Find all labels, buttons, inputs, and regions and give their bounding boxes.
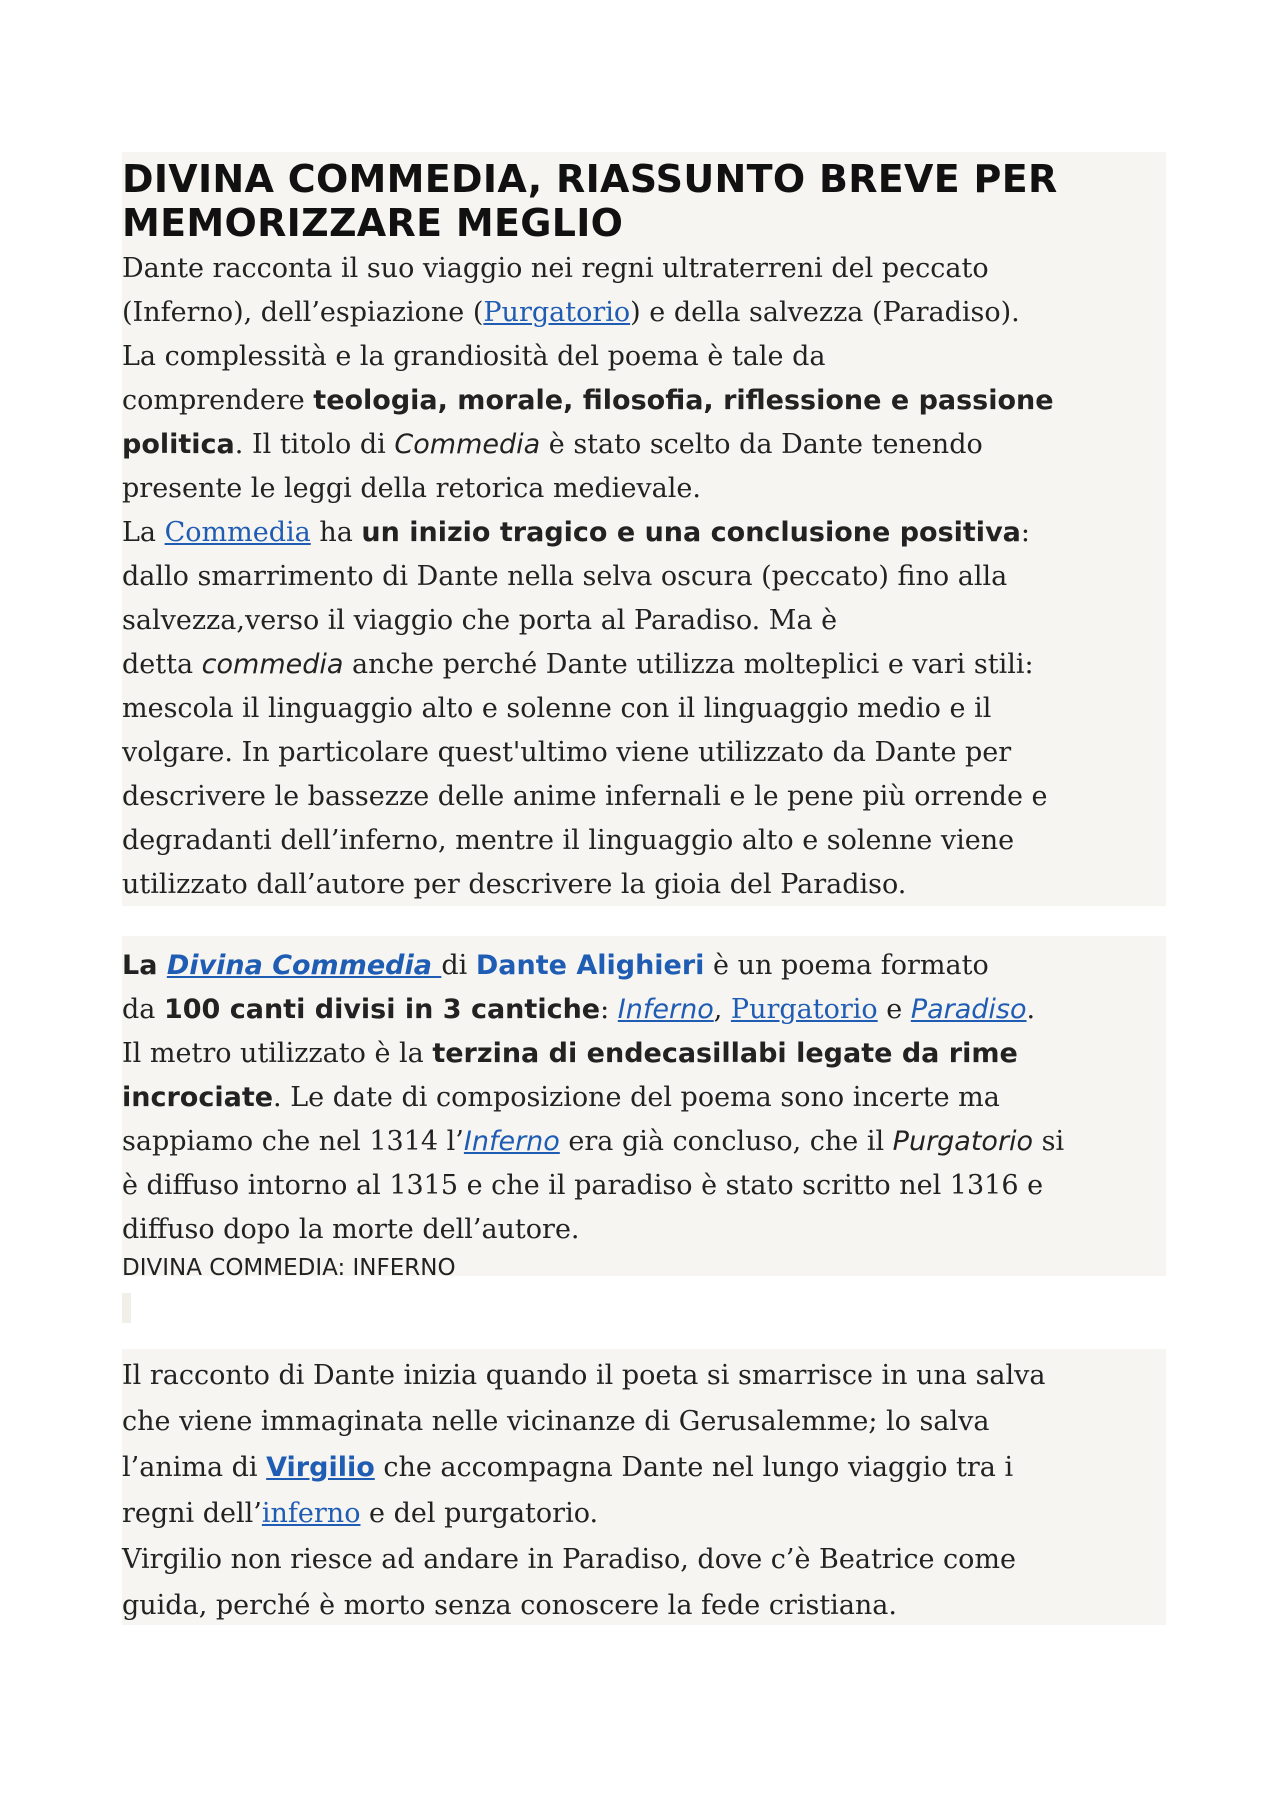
author-name: Dante Alighieri (475, 950, 705, 981)
intro-text: utilizzato dall’autore per descrivere la gioia del Paradiso. (122, 869, 907, 900)
overview-text: e (877, 994, 911, 1025)
overview-text: è un poema formato (704, 950, 989, 981)
overview-text: era già concluso, che il (559, 1126, 893, 1157)
intro-line (122, 511, 1166, 555)
inferno-link[interactable]: Inferno (463, 1126, 560, 1157)
intro-line (122, 863, 1166, 907)
purgatorio-link[interactable]: Purgatorio (730, 994, 878, 1025)
commedia-link[interactable]: Commedia (164, 517, 311, 548)
intro-line (122, 775, 1166, 819)
overview-text: da (122, 994, 164, 1025)
intro-text: : (1020, 517, 1030, 548)
intro-bold-text: politica (122, 429, 235, 460)
overview-bold-text: 100 canti divisi in 3 cantiche (163, 994, 601, 1025)
intro-text: comprendere (122, 385, 314, 416)
intro-line (122, 379, 1166, 423)
intro-text: volgare. In particolare quest'ultimo viene utilizzato da Dante per (122, 737, 1012, 768)
overview-line (122, 944, 1166, 988)
story-text: Virgilio non riesce ad andare in Paradiso, dove c’è Beatrice come (122, 1544, 1016, 1575)
intro-section (122, 152, 1166, 906)
intro-text: anche perché Dante utilizza molteplici e vari stili: (343, 649, 1034, 680)
story-text: guida, perché è morto senza conoscere la fede cristiana. (122, 1590, 897, 1621)
overview-text: , (713, 994, 731, 1025)
intro-text: degradanti dell’inferno, mentre il linguaggio alto e solenne viene (122, 825, 1015, 856)
intro-text: dallo smarrimento di Dante nella selva oscura (peccato) fino alla (122, 561, 1008, 592)
intro-paragraph (122, 247, 1166, 907)
overview-text: di (441, 950, 476, 981)
intro-line (122, 247, 1166, 291)
overview-line (122, 1208, 1166, 1252)
story-text: Il racconto di Dante inizia quando il poeta si smarrisce in una salva (122, 1360, 1046, 1391)
story-text: regni dell’ (122, 1498, 262, 1529)
intro-line (122, 819, 1166, 863)
story-text: che viene immaginata nelle vicinanze di Gerusalemme; lo salva (122, 1406, 990, 1437)
page-title (122, 157, 1166, 245)
intro-bold-text: teologia, morale, filosofia, riflessione e passione (313, 385, 1054, 416)
intro-text: è stato scelto da Dante tenendo (540, 429, 983, 460)
story-section (122, 1349, 1166, 1625)
inferno-link[interactable]: inferno (261, 1498, 361, 1529)
inferno-link[interactable]: Inferno (617, 994, 714, 1025)
empty-placeholder (122, 1293, 131, 1323)
intro-text: (Inferno), dell’espiazione ( (122, 297, 484, 328)
intro-text: salvezza,verso il viaggio che porta al Paradiso. Ma è (122, 605, 838, 636)
intro-line (122, 291, 1166, 335)
overview-text: . (1026, 994, 1036, 1025)
intro-text: detta (122, 649, 202, 680)
purgatorio-link[interactable]: Purgatorio (483, 297, 631, 328)
overview-text: Il metro utilizzato è la (122, 1038, 433, 1069)
page-title-line-1: DIVINA COMMEDIA, RIASSUNTO BREVE PER (122, 157, 1058, 201)
intro-line (122, 335, 1166, 379)
overview-line (122, 1120, 1166, 1164)
overview-text: si (1033, 1126, 1065, 1157)
intro-line (122, 731, 1166, 775)
intro-text: presente le leggi della retorica medievale. (122, 473, 701, 504)
story-text: e del purgatorio. (360, 1498, 599, 1529)
inferno-heading: DIVINA COMMEDIA: INFERNO (122, 1255, 456, 1281)
story-line (122, 1491, 1166, 1537)
intro-italic-text: Commedia (394, 429, 541, 460)
overview-section (122, 936, 1166, 1281)
story-paragraph (122, 1353, 1166, 1629)
intro-bold-text: un inizio tragico e una conclusione positiva (361, 517, 1021, 548)
overview-paragraph (122, 944, 1166, 1252)
paradiso-link[interactable]: Paradiso (910, 994, 1027, 1025)
story-line (122, 1399, 1166, 1445)
intro-text: ha (310, 517, 362, 548)
overview-text: : (600, 994, 618, 1025)
intro-text: La (122, 517, 165, 548)
virgilio-link[interactable]: Virgilio (266, 1452, 375, 1483)
intro-line (122, 555, 1166, 599)
divina-commedia-link[interactable]: Divina Commedia (166, 950, 442, 981)
intro-italic-text: commedia (201, 649, 344, 680)
intro-text: ) e della salvezza (Paradiso). (630, 297, 1020, 328)
overview-text: sappiamo che nel 1314 l’ (122, 1126, 464, 1157)
intro-line (122, 643, 1166, 687)
story-text: che accompagna Dante nel lungo viaggio tra i (374, 1452, 1014, 1483)
overview-bold-text: terzina di endecasillabi legate da rime (432, 1038, 1018, 1069)
intro-text: mescola il linguaggio alto e solenne con il linguaggio medio e il (122, 693, 992, 724)
intro-text: Dante racconta il suo viaggio nei regni ultraterreni del peccato (122, 253, 989, 284)
intro-text: . Il titolo di (234, 429, 395, 460)
story-line (122, 1353, 1166, 1399)
intro-text: La complessità e la grandiosità del poema è tale da (122, 341, 826, 372)
overview-text: è diffuso intorno al 1315 e che il paradiso è stato scritto nel 1316 e (122, 1170, 1044, 1201)
overview-text: . Le date di composizione del poema sono incerte ma (273, 1082, 1000, 1113)
overview-line (122, 988, 1166, 1032)
overview-line (122, 1164, 1166, 1208)
story-text: l’anima di (122, 1452, 267, 1483)
intro-line (122, 467, 1166, 511)
overview-bold-text: incrociate (122, 1082, 274, 1113)
overview-italic-text: Purgatorio (892, 1126, 1034, 1157)
intro-line (122, 687, 1166, 731)
overview-text: diffuso dopo la morte dell’autore. (122, 1214, 580, 1245)
story-line (122, 1537, 1166, 1583)
intro-line (122, 599, 1166, 643)
overview-line (122, 1032, 1166, 1076)
story-line (122, 1583, 1166, 1629)
story-line (122, 1445, 1166, 1491)
overview-bold-text: La (122, 950, 167, 981)
overview-line (122, 1076, 1166, 1120)
intro-line (122, 423, 1166, 467)
page-title-line-2: MEMORIZZARE MEGLIO (122, 201, 624, 245)
intro-text: descrivere le bassezze delle anime infernali e le pene più orrende e (122, 781, 1048, 812)
